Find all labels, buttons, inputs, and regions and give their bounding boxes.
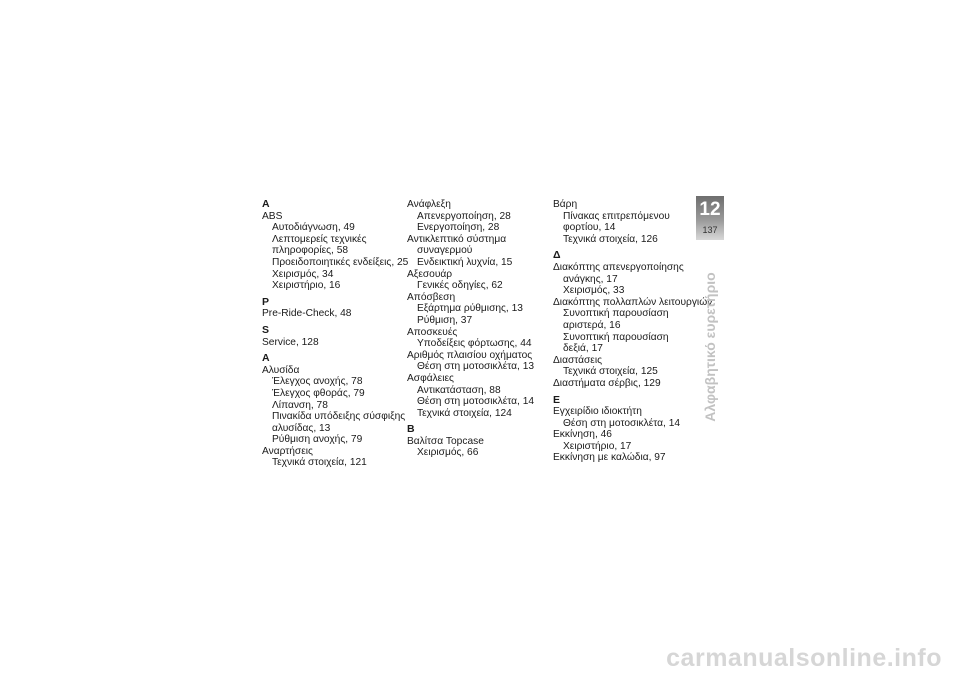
index-term: ABS xyxy=(262,210,283,222)
page-number: 137 xyxy=(702,225,718,235)
index-entry xyxy=(407,327,534,350)
index-section xyxy=(407,424,534,459)
index-subentry: Εξάρτημα ρύθμισης, 13 xyxy=(417,303,523,315)
index-subentry: Λεπτομερείς τεχνικές xyxy=(272,233,367,245)
index-term: Βάρη xyxy=(553,199,578,210)
watermark: carmanualsonline.info xyxy=(666,644,942,672)
index-term: Απόσβεση xyxy=(407,291,456,303)
index-term: Διακόπτης πολλαπλών λειτουργιών xyxy=(553,296,713,308)
index-entry xyxy=(553,297,712,355)
index-subentry: ανάγκης, 17 xyxy=(563,273,618,285)
index-subentry: Χειρισμός, 66 xyxy=(417,447,479,459)
index-entry xyxy=(262,308,408,320)
side-chapter-title: Αλφαβητικό ευρετήριο xyxy=(702,272,718,422)
index-entry xyxy=(262,211,408,292)
index-section xyxy=(553,250,712,389)
index-subentry: Ενεργοποίηση, 28 xyxy=(417,222,500,234)
section-letter: P xyxy=(262,295,270,308)
index-entry xyxy=(407,436,534,459)
index-term: Βαλίτσα Topcase xyxy=(407,435,484,447)
index-subentry: Χειρισμός, 34 xyxy=(272,268,334,280)
index-subentry: Χειριστήριο, 17 xyxy=(563,440,632,452)
index-entry xyxy=(553,429,712,452)
index-term: Αποσκευές xyxy=(407,326,458,338)
index-term: Αλυσίδα xyxy=(262,364,300,376)
index-subentry: Συνοπτική παρουσίαση xyxy=(563,308,669,320)
index-subentry: αριστερά, 16 xyxy=(563,319,621,331)
index-entry xyxy=(407,350,534,373)
index-section xyxy=(262,199,408,292)
index-subentry: Υποδείξεις φόρτωσης, 44 xyxy=(417,338,532,350)
index-term: Service, 128 xyxy=(262,336,319,348)
index-entry xyxy=(407,199,534,234)
index-subentry: Ρύθμιση ανοχής, 79 xyxy=(272,434,363,446)
index-entry xyxy=(262,446,408,469)
index-subentry: Τεχνικά στοιχεία, 121 xyxy=(272,457,367,469)
index-section xyxy=(262,325,408,348)
index-entry xyxy=(407,269,534,292)
section-letter: Ε xyxy=(553,393,561,406)
index-subentry: δεξιά, 17 xyxy=(563,343,603,355)
index-subentry: Χειρισμός, 33 xyxy=(563,285,625,297)
index-entry xyxy=(407,234,534,269)
index-subentry: Τεχνικά στοιχεία, 125 xyxy=(563,366,658,378)
index-subentry: Απενεργοποίηση, 28 xyxy=(417,210,511,222)
index-section xyxy=(262,353,408,469)
index-subentry: Πίνακας επιτρεπόμενου xyxy=(563,210,670,222)
index-subentry: Συνοπτική παρουσίαση xyxy=(563,331,669,343)
section-letter: A xyxy=(262,198,270,210)
index-term: Εκκίνηση με καλώδια, 97 xyxy=(553,452,666,464)
index-term: Εκκίνηση, 46 xyxy=(553,429,612,441)
index-subentry: Λίπανση, 78 xyxy=(272,399,328,411)
index-column-3 xyxy=(553,199,712,469)
index-subentry: Αντικατάσταση, 88 xyxy=(417,384,501,396)
index-column-1 xyxy=(262,199,408,474)
chapter-number: 12 xyxy=(699,199,721,220)
index-subentry: Χειριστήριο, 16 xyxy=(272,280,341,292)
index-section xyxy=(262,297,408,320)
index-subentry: συναγερμού xyxy=(417,245,473,257)
index-term: Αντικλεπτικό σύστημα xyxy=(407,233,507,245)
index-column-2 xyxy=(407,199,534,464)
index-subentry: Γενικές οδηγίες, 62 xyxy=(417,280,503,292)
index-subentry: Θέση στη μοτοσικλέτα, 14 xyxy=(563,417,681,429)
index-subentry: φορτίου, 14 xyxy=(563,222,616,234)
section-letter: Β xyxy=(407,423,415,436)
index-term: Αξεσουάρ xyxy=(407,268,453,280)
index-subentry: Προειδοποιητικές ενδείξεις, 25 xyxy=(272,256,409,268)
section-letter: Δ xyxy=(553,249,561,262)
index-term: Pre-Ride-Check, 48 xyxy=(262,308,352,320)
index-term: Αριθμός πλαισίου οχήματος xyxy=(407,349,533,361)
section-letter: S xyxy=(262,323,270,336)
index-subentry: αλυσίδας, 13 xyxy=(272,422,331,434)
index-term: Εγχειρίδιο ιδιοκτήτη xyxy=(553,406,642,418)
index-term: Διαστήματα σέρβις, 129 xyxy=(553,377,661,389)
section-letter: Α xyxy=(262,352,270,365)
index-entry xyxy=(553,262,712,297)
index-entry xyxy=(553,199,712,245)
index-subentry: Έλεγχος ανοχής, 78 xyxy=(272,376,363,388)
index-entry xyxy=(262,337,408,349)
index-entry xyxy=(553,452,712,464)
index-subentry: Ενδεικτική λυχνία, 15 xyxy=(417,256,513,268)
index-section xyxy=(407,199,534,419)
index-term: Αναρτήσεις xyxy=(262,445,313,457)
index-entry xyxy=(262,365,408,446)
chapter-tab xyxy=(696,196,724,240)
index-subentry: Θέση στη μοτοσικλέτα, 14 xyxy=(417,396,535,408)
index-entry xyxy=(553,378,712,390)
index-subentry: Αυτοδιάγνωση, 49 xyxy=(272,222,355,234)
index-term: Διακόπτης απενεργοποίησης xyxy=(553,261,684,273)
index-entry xyxy=(407,373,534,419)
index-entry xyxy=(407,292,534,327)
index-entry xyxy=(553,406,712,429)
index-subentry: Έλεγχος φθοράς, 79 xyxy=(272,387,365,399)
index-subentry: πληροφορίες, 58 xyxy=(272,245,349,257)
index-subentry: Θέση στη μοτοσικλέτα, 13 xyxy=(417,361,535,373)
index-subentry: Τεχνικά στοιχεία, 124 xyxy=(417,407,512,419)
index-entry xyxy=(553,355,712,378)
index-term: Ασφάλειες xyxy=(407,372,454,384)
index-subentry: Ρύθμιση, 37 xyxy=(417,314,473,326)
index-term: Ανάφλεξη xyxy=(407,199,451,210)
index-section xyxy=(553,395,712,465)
index-subentry: Πινακίδα υπόδειξης σύσφιξης xyxy=(272,411,406,423)
index-section xyxy=(553,199,712,245)
index-term: Διαστάσεις xyxy=(553,354,603,366)
index-subentry: Τεχνικά στοιχεία, 126 xyxy=(563,233,658,245)
